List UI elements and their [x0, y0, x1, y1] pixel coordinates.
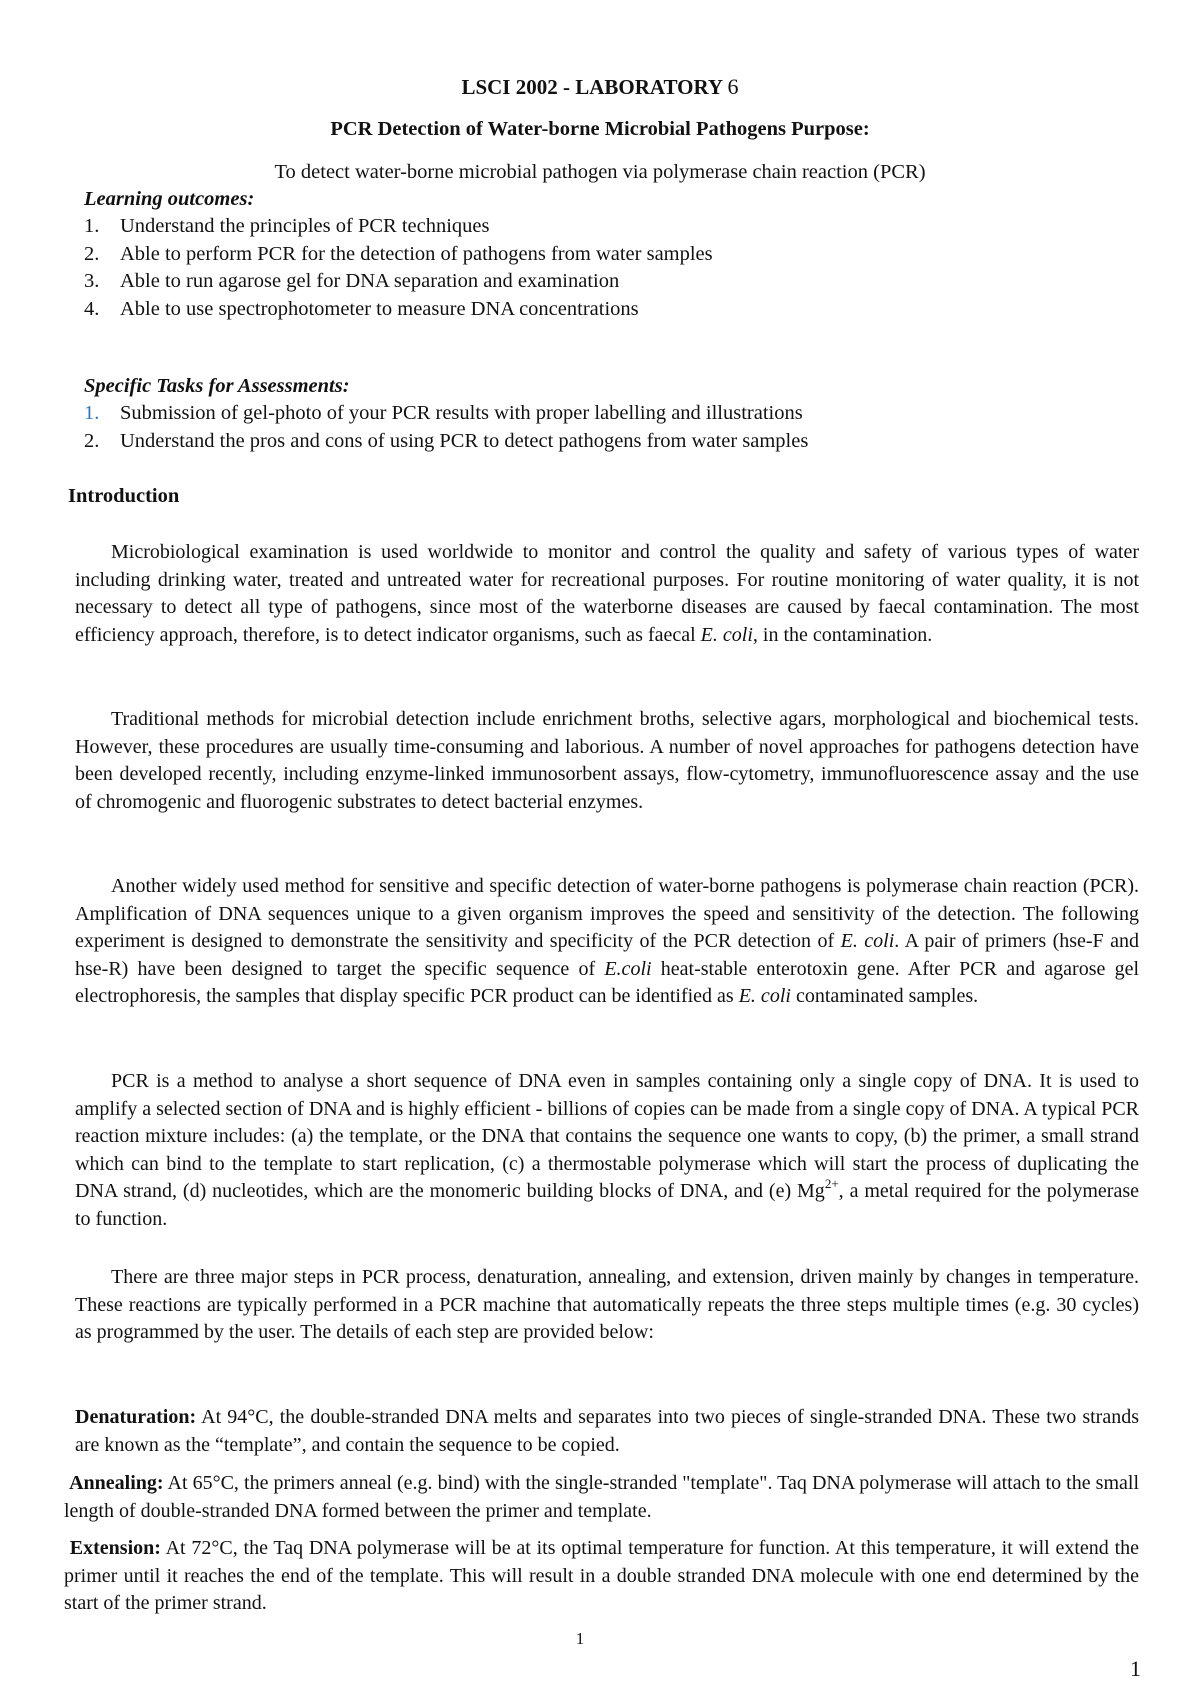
purpose-text: To detect water-borne microbial pathogen via polymerase chain reaction (PCR) [274, 161, 926, 183]
lab-title [0, 73, 1200, 102]
page-number-outer: 1 [1130, 1656, 1141, 1681]
list-item [84, 268, 713, 296]
annealing-paragraph: Annealing: At 65°C, the primers anneal (e.g. bind) with the single-stranded "template". Taq DNA polymerase will attach to the small length of double-stranded DNA formed between the primer and template. [64, 1472, 1139, 1522]
intro-paragraph-3: Another widely used method for sensitive and specific detection of water-borne pathogens is polymerase chain reaction (PCR). Amplification of DNA sequences unique to a given organism improves the speed and sensitivity of the detection. The following experiment is designed to demonstrate the sensitivity and specificity of the PCR detection of E. coli. A pair of primers (hse-F and hse-R) have been designed to target the specific sequence of E.coli heat-stable enterotoxin gene. After PCR and agarose gel electrophoresis, the samples that display specific PCR product can be identified as E. coli contaminated samples. [75, 875, 1139, 1007]
species-name: E. coli [738, 985, 791, 1007]
page-number-inner: 1 [575, 1629, 585, 1648]
list-item [84, 241, 713, 269]
list-number: 2. [84, 429, 100, 452]
intro-paragraph-4: PCR is a method to analyse a short sequence of DNA even in samples containing only a single copy of DNA. It is used to amplify a selected section of DNA and is highly efficient - billions of copies can be made from a single copy of DNA. A typical PCR reaction mixture includes: (a) the template, or the DNA that contains the sequence one wants to copy, (b) the primer, a small strand which can bind to the template to start replication, (c) a thermostable polymerase which will start the process of duplicating the DNA strand, (d) nucleotides, which are the monomeric building blocks of DNA, and (e) $Mg^{2+}$, a metal required for the polymerase to function. [75, 1070, 1139, 1230]
list-text: Able to perform PCR for the detection of pathogens from water samples [120, 242, 713, 265]
step-label: Extension: [69, 1537, 161, 1559]
list-item [84, 428, 808, 456]
list-text: Submission of gel-photo of your PCR results with proper labelling and illustrations [120, 402, 803, 424]
superscript: 2+ [824, 1176, 839, 1191]
intro-paragraph-1: Microbiological examination is used worldwide to monitor and control the quality and safety of various types of water including drinking water, treated and untreated water for recreational purposes. For routine monitoring of water quality, it is not necessary to detect all type of pathogens, since most of the waterborne diseases are caused by faecal contamination. The most efficiency approach, therefore, is to detect indicator organisms, such as faecal E. coli, in the contamination. [75, 541, 1139, 646]
lab-number: 6 [727, 74, 739, 99]
list-number: 1. [84, 402, 100, 424]
list-item [84, 400, 808, 428]
list-text: Able to run agarose gel for DNA separation and examination [120, 270, 620, 292]
list-text: Understand the pros and cons of using PCR to detect pathogens from water samples [120, 429, 809, 452]
list-number: 2. [84, 242, 100, 265]
species-name: E. coli [840, 930, 895, 952]
lab-title-text: LSCI 2002 - LABORATORY [461, 75, 723, 99]
learning-outcomes-list [84, 213, 713, 323]
intro-paragraph-5: There are three major steps in PCR process, denaturation, annealing, and extension, driven mainly by changes in temperature. These reactions are typically performed in a PCR machine that automatically repeats the three steps multiple times (e.g. 30 cycles) as programmed by the user. The details of each step are provided below: [75, 1266, 1139, 1343]
introduction-heading: Introduction [68, 485, 180, 507]
extension-paragraph: Extension: At 72°C, the Taq DNA polymerase will be at its optimal temperature for function. At this temperature, it will extend the primer until it reaches the end of the template. This will result in a double stranded DNA molecule with one end determined by the start of the primer strand. [64, 1537, 1140, 1614]
list-item [84, 296, 713, 324]
lab-subtitle: PCR Detection of Water-borne Microbial Pathogens Purpose: [330, 118, 870, 140]
species-name: E.coli [604, 957, 652, 980]
step-label: Annealing: [69, 1472, 164, 1494]
step-label: Denaturation: [75, 1406, 197, 1428]
list-number: 3. [84, 270, 100, 292]
tasks-heading: Specific Tasks for Assessments: [84, 375, 350, 397]
species-name: E. coli [700, 623, 753, 646]
intro-paragraph-2: Traditional methods for microbial detection include enrichment broths, selective agars, morphological and biochemical tests. However, these procedures are usually time-consuming and laborious. A number of novel approaches for pathogens detection have been developed recently, including enzyme-linked immunosorbent assays, flow-cytometry, immunofluorescence assay and the use of chromogenic and fluorogenic substrates to detect bacterial enzymes. [75, 708, 1139, 813]
list-text: Able to use spectrophotometer to measure DNA concentrations [120, 297, 639, 320]
list-number: 4. [84, 297, 100, 320]
list-item [84, 213, 713, 241]
list-number: 1. [84, 215, 100, 237]
denaturation-paragraph: Denaturation: At 94°C, the double-stranded DNA melts and separates into two pieces of single-stranded DNA. These two strands are known as the “template”, and contain the sequence to be copied. [75, 1406, 1139, 1456]
list-text: Understand the principles of PCR techniques [120, 215, 490, 237]
learning-outcomes-heading: Learning outcomes: [84, 188, 255, 210]
tasks-list [84, 400, 808, 455]
